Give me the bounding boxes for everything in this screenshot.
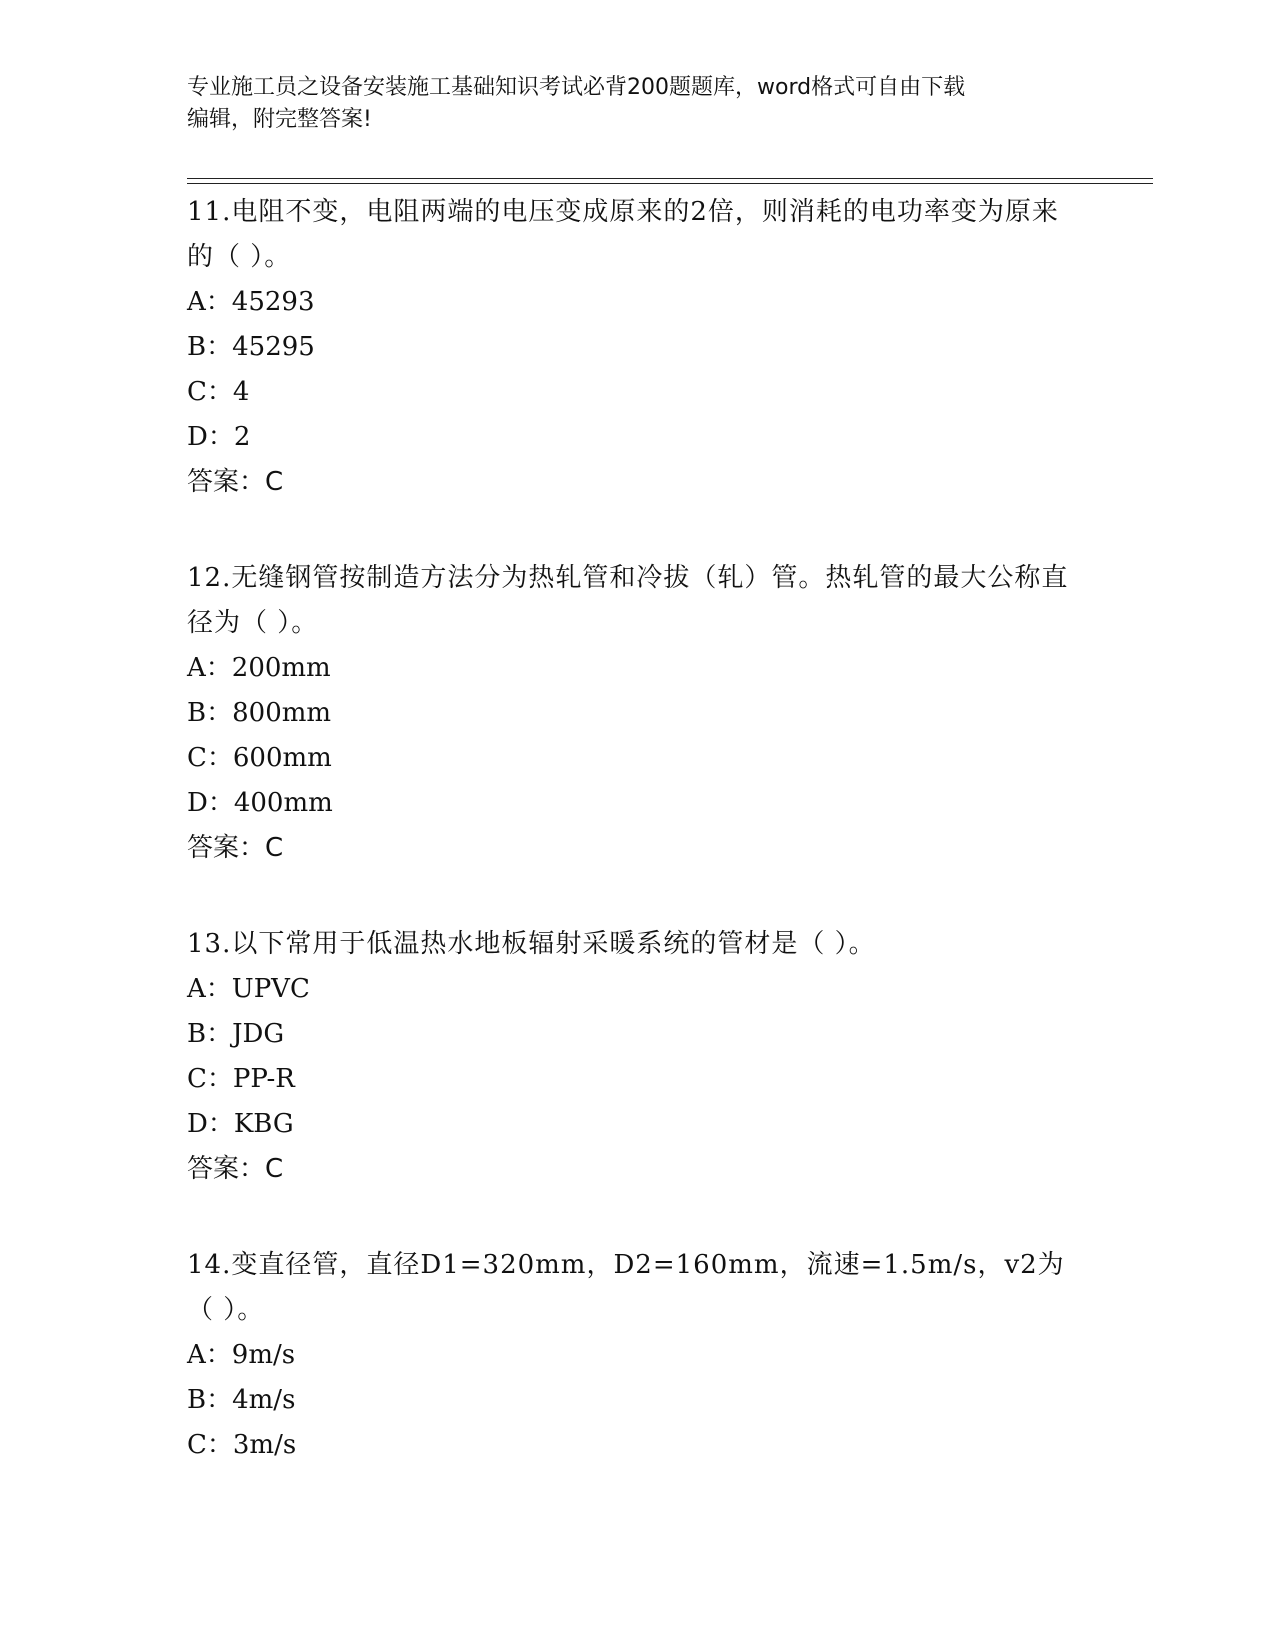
option-b: B：JDG	[187, 1019, 285, 1049]
header-divider-bottom	[187, 183, 1153, 184]
option-a: A：200mm	[187, 653, 331, 683]
option-a: A：45293	[187, 287, 315, 317]
question-list	[187, 190, 1087, 1468]
document-header	[187, 72, 1067, 136]
option-c: C：600mm	[187, 743, 332, 773]
question-12	[187, 556, 1087, 870]
question-stem: 13.以下常用于低温热水地板辐射采暖系统的管材是（ ）。	[187, 929, 876, 959]
question-stem: 12.无缝钢管按制造方法分为热轧管和冷拔（轧）管。热轧管的最大公称直径为（ ）。	[187, 563, 1069, 638]
option-c: C：PP-R	[187, 1064, 295, 1094]
question-stem: 14.变直径管，直径D1=320mm，D2=160mm，流速=1.5m/s，v2为（ ）。	[187, 1250, 1065, 1325]
option-d: D：400mm	[187, 788, 333, 818]
option-c: C：4	[187, 377, 250, 407]
header-line-2: 编辑，附完整答案!	[187, 107, 372, 132]
option-a: A：9m/s	[187, 1340, 296, 1370]
option-b: B：800mm	[187, 698, 332, 728]
question-stem: 11.电阻不变，电阻两端的电压变成原来的2倍，则消耗的电功率变为原来的（ ）。	[187, 197, 1059, 272]
question-14	[187, 1243, 1087, 1468]
answer: 答案：C	[187, 833, 284, 863]
answer: 答案：C	[187, 467, 284, 497]
option-a: A：UPVC	[187, 974, 310, 1004]
option-d: D：KBG	[187, 1109, 294, 1139]
answer: 答案：C	[187, 1154, 284, 1184]
header-line-1: 专业施工员之设备安装施工基础知识考试必背200题题库，word格式可自由下载	[187, 75, 966, 100]
option-b: B：4m/s	[187, 1385, 296, 1415]
option-c: C：3m/s	[187, 1430, 297, 1460]
question-11	[187, 190, 1087, 504]
question-13	[187, 922, 1087, 1191]
option-b: B：45295	[187, 332, 315, 362]
header-divider-top	[187, 178, 1153, 179]
option-d: D：2	[187, 422, 251, 452]
